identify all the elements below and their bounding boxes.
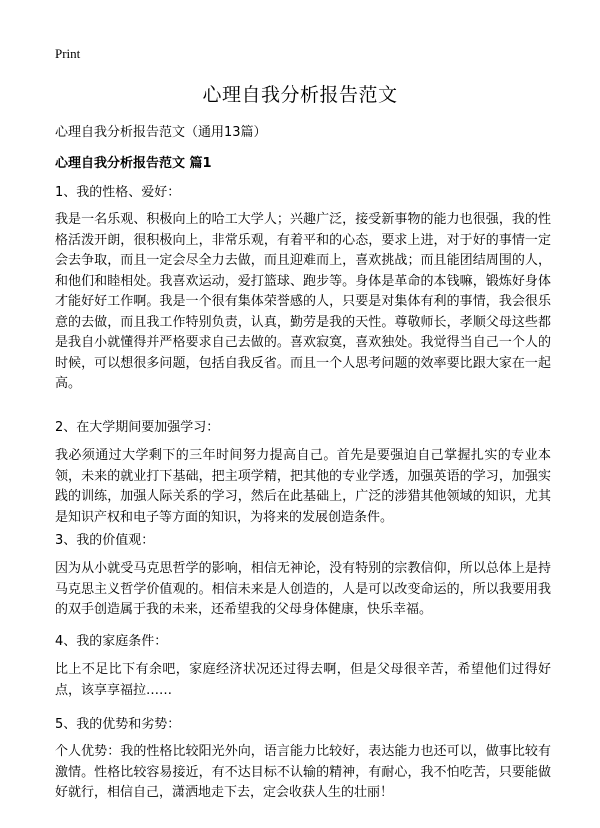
item-heading-2: 2、在大学期间要加强学习：: [55, 420, 220, 435]
item-heading-3: 3、我的价值观：: [55, 533, 155, 548]
item-heading-4: 4、我的家庭条件：: [55, 634, 168, 649]
print-link[interactable]: Print: [55, 46, 81, 61]
item-body-4: 比上不足比下有余吧，家庭经济状况还过得去啊，但是父母很辛苦，希望他们过得好点，该享享福拉……: [55, 662, 551, 698]
item-heading-1: 1、我的性格、爱好：: [55, 185, 181, 200]
item-body-3: 因为从小就受马克思哲学的影响，相信无神论，没有特别的宗教信仰，所以总体上是持马克思主义哲学价值观的。相信未来是人创造的，人是可以改变命运的，所以我要用我的双手创造属于我的未来，还希望我的父母身体健康，快乐幸福。: [55, 561, 551, 617]
item-body-1: 我是一名乐观、积极向上的哈工大学人；兴趣广泛，接受新事物的能力也很强，我的性格活泼开朗，很积极向上，非常乐观，有着平和的心态，要求上进，对于好的事情一定会去争取，而且一定会尽全力去做，而且迎难而上，喜欢挑战；而且能团结周围的人，和他们和睦相处。我喜欢运动，爱打篮球、跑步等。身体是革命的本钱嘛，锻炼好身体才能好好工作啊。我是一个很有集体荣誉感的人，只要是对集体有利的事情，我会很乐意的去做，而且我工作特别负责，认真，勤劳是我的天性。尊敬师长，孝顺父母这些都是我自小就懂得并严格要求自己去做的。喜欢寂寞，喜欢独处。我觉得当自己一个人的时候，可以想很多问题，包括自我反省。而且一个人思考问题的效率要比跟大家在一起高。: [55, 212, 551, 391]
item-body-2: 我必须通过大学剩下的三年时间努力提高自己。首先是要强迫自己掌握扎实的专业本领，未来的就业打下基础，把主项学精，把其他的专业学透，加强英语的学习，加强实践的训练，加强人际关系的学习，然后在此基础上，广泛的涉猎其他领域的知识，尤其是知识产权和电子等方面的知识，为将来的发展创造条件。: [55, 448, 551, 525]
section-title: 心理自我分析报告范文 篇1: [55, 156, 212, 171]
item-heading-5: 5、我的优势和劣势：: [55, 717, 181, 732]
document-subtitle: 心理自我分析报告范文（通用13篇）: [55, 125, 267, 140]
page-title: 心理自我分析报告范文: [202, 84, 398, 106]
item-body-5: 个人优势：我的性格比较阳光外向，语言能力比较好，表达能力也还可以，做事比较有激情。性格比较容易接近，有不达目标不认输的精神，有耐心，我不怕吃苦，只要能做好就行，相信自己，潇洒地走下去，定会收获人生的壮丽！: [55, 744, 551, 800]
